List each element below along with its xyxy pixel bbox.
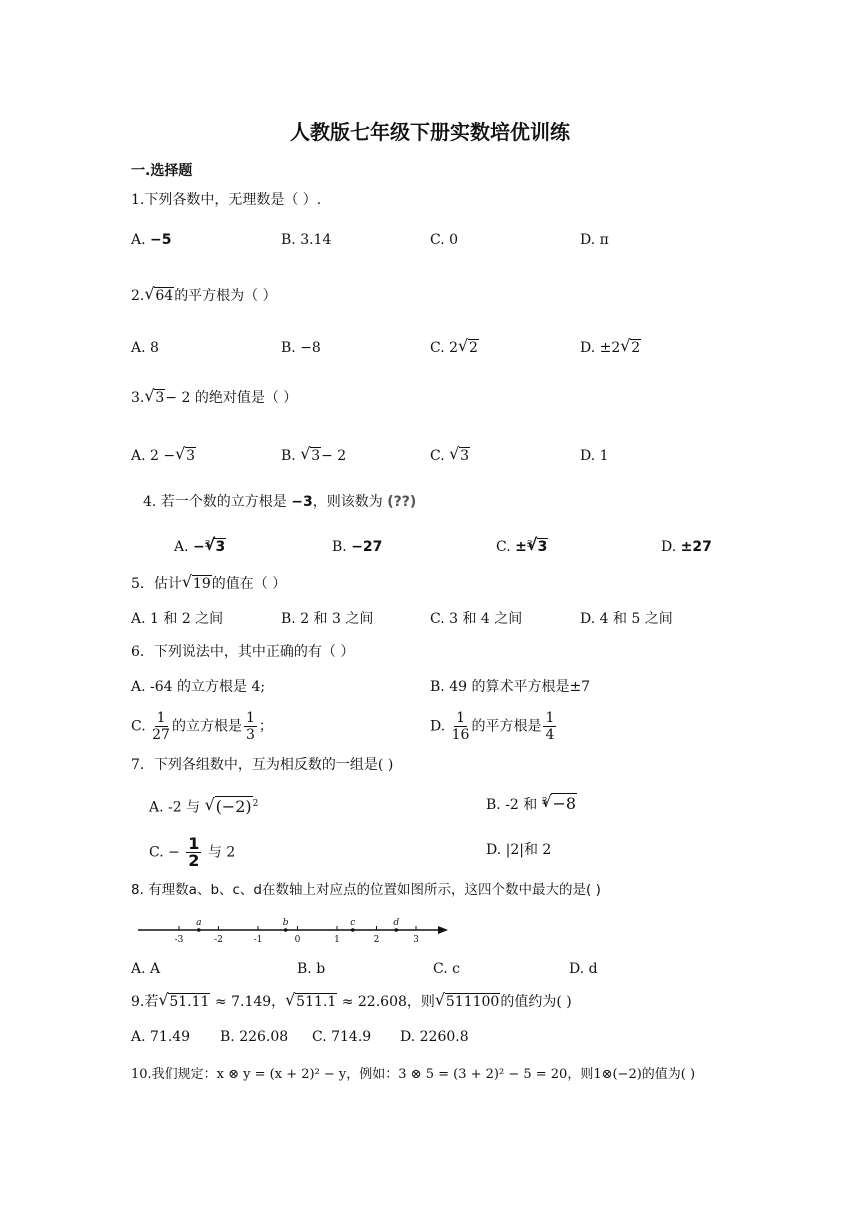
question-6-option-b: B. 49 的算术平方根是±7 xyxy=(430,679,591,695)
number-line-point-c xyxy=(351,928,355,932)
question-6-option-a: A. -64 的立方根是 4; xyxy=(131,679,266,695)
question-5-option-c: C. 3 和 4 之间 xyxy=(430,611,523,627)
number-line-tick-label: 1 xyxy=(334,935,340,945)
question-9-option-b: B. 226.08 xyxy=(220,1029,289,1045)
question-8-option-a: A. A xyxy=(131,961,161,977)
question-1-option-d: D. π xyxy=(580,232,609,248)
question-8-option-c: C. c xyxy=(433,961,460,977)
number-line-tick-label: -3 xyxy=(174,935,184,945)
question-4-option-c: C. ±$^3$√ 3 xyxy=(496,537,548,557)
number-line-point-label-b: b xyxy=(282,918,289,928)
question-10-stem: 10.我们规定：x ⊗ y = (x + 2)² − y，例如：3 ⊗ 5 = (3 + 2)² − 5 = 20，则1⊗(−2)的值为( ) xyxy=(131,1067,696,1082)
question-4-option-b: B. −27 xyxy=(332,539,383,555)
question-8-stem: 8. 有理数a、b、c、d在数轴上对应点的位置如图所示，这四个数中最大的是( ) xyxy=(131,882,601,898)
number-line-tick-label: 3 xyxy=(413,935,419,945)
number-line-point-label-c: c xyxy=(350,918,356,928)
number-line-point-b xyxy=(284,928,288,932)
question-9-option-a: A. 71.49 xyxy=(131,1029,191,1045)
number-line-tick-label: -2 xyxy=(214,935,223,945)
question-7-stem: 7．下列各组数中，互为相反数的一组是( ) xyxy=(131,757,394,773)
number-line-tick-label: -1 xyxy=(253,935,263,945)
number-line-figure xyxy=(138,910,450,946)
question-1-option-a: A. −5 xyxy=(131,232,172,248)
number-line-tick-label: 0 xyxy=(294,935,301,945)
question-3-stem: 3.√ 3− 2 的绝对值是（ ） xyxy=(131,388,297,408)
question-1-stem: 1.下列各数中，无理数是（ ）. xyxy=(131,192,322,208)
question-2-option-c: C. 2√ 2 xyxy=(430,338,479,358)
question-7-option-c: C. − $\frac{1}{2}$ 与 2 xyxy=(149,834,236,870)
section-heading: 一.选择题 xyxy=(131,163,193,179)
number-line-point-d xyxy=(394,928,398,932)
question-6-option-d: D. $\frac{1}{16}$ 的平方根是 $\frac{1}{4}$ xyxy=(430,710,555,743)
question-5-option-b: B. 2 和 3 之间 xyxy=(281,611,374,627)
question-8-option-b: B. b xyxy=(297,961,326,977)
question-7-option-b: B. -2 和 $^3$√ −8 xyxy=(486,794,577,815)
question-4-option-d: D. ±27 xyxy=(661,539,712,555)
question-4-stem: 4. 若一个数的立方根是 −3，则该数为 (??) xyxy=(143,494,417,510)
number-line-point-label-d: d xyxy=(393,918,400,928)
question-2-option-d: D. ±2√ 2 xyxy=(580,338,641,358)
question-5-option-d: D. 4 和 5 之间 xyxy=(580,611,673,627)
question-1-option-c: C. 0 xyxy=(430,232,459,248)
question-9-option-d: D. 2260.8 xyxy=(400,1029,469,1045)
question-3-option-a: A. 2 −√ 3 xyxy=(131,446,196,466)
number-line-arrow xyxy=(438,926,448,934)
question-1-option-b: B. 3.14 xyxy=(281,232,332,248)
question-9-option-c: C. 714.9 xyxy=(312,1029,372,1045)
question-6-option-c: C. $\frac{1}{27}$ 的立方根是 $\frac{1}{3}$ ； xyxy=(131,710,273,743)
question-4-option-a: A. −$^3$√ 3 xyxy=(174,537,226,557)
question-2-option-a: A. 8 xyxy=(131,340,159,356)
page-title: 人教版七年级下册实数培优训练 xyxy=(290,120,570,144)
question-7-option-d: D. |2|和 2 xyxy=(486,842,552,858)
question-9-stem: 9.若√ 51.11 ≈ 7.149，√ 511.1 ≈ 22.608，则√ 511100的值约为( ) xyxy=(131,992,572,1012)
question-2-option-b: B. −8 xyxy=(281,340,321,356)
number-line-point-a xyxy=(197,928,201,932)
question-5-option-a: A. 1 和 2 之间 xyxy=(131,611,224,627)
number-line-tick-label: 2 xyxy=(373,935,380,945)
question-5-stem: 5．估计√ 19的值在（ ） xyxy=(131,574,286,594)
question-3-option-c: C. √ 3 xyxy=(430,446,470,466)
question-7-option-a: A. -2 与 √ $(-2)^2$ xyxy=(149,794,258,818)
question-2-stem: 2.√ 64的平方根为（ ） xyxy=(131,286,277,306)
number-line-point-label-a: a xyxy=(196,918,202,928)
question-8-option-d: D. d xyxy=(569,961,598,977)
question-6-stem: 6．下列说法中，其中正确的有（ ） xyxy=(131,644,355,660)
question-3-option-b: B. √ 3− 2 xyxy=(281,446,346,466)
question-3-option-d: D. 1 xyxy=(580,448,609,464)
